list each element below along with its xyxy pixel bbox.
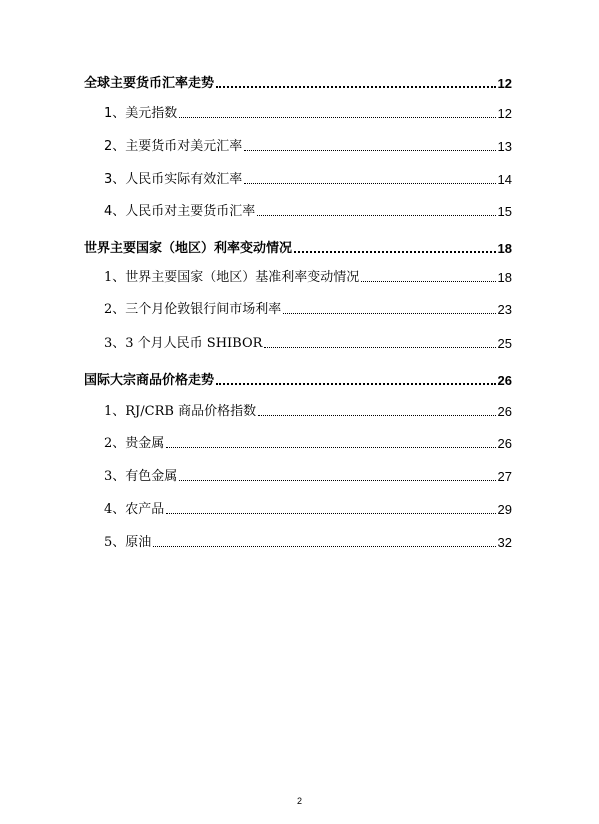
toc-leader-dots [166, 447, 495, 448]
toc-item-label: 1、RJ/CRB 商品价格指数 [104, 404, 257, 419]
toc-item-label: 4、农产品 [104, 502, 165, 517]
toc-leader-dots [179, 480, 495, 481]
toc-item-label: 2、贵金属 [104, 436, 165, 451]
toc-item-label: 3、人民币实际有效汇率 [104, 172, 243, 187]
toc-leader-dots [258, 415, 495, 416]
toc-leader-dots [283, 313, 495, 314]
toc-leader-dots [153, 546, 495, 547]
toc-section-title: 全球主要货币汇率走势 [84, 76, 215, 91]
toc-page-number: 18 [497, 241, 512, 256]
toc-page-number: 15 [497, 204, 512, 219]
toc-leader-dots [257, 215, 495, 216]
toc-item-label: 5、原油 [104, 535, 152, 550]
toc-item-shibor[interactable] [0, 330, 599, 352]
toc-leader-dots [179, 117, 495, 118]
toc-page-number: 12 [497, 76, 512, 91]
toc-leader-dots [216, 86, 496, 88]
toc-item-label: 2、三个月伦敦银行间市场利率 [104, 302, 282, 317]
toc-item-label: 3、3 个月人民币 SHIBOR [104, 336, 263, 351]
toc-item-label: 4、人民币对主要货币汇率 [104, 204, 256, 219]
toc-section-title: 国际大宗商品价格走势 [84, 373, 215, 388]
toc-leader-dots [216, 383, 496, 385]
toc-item-rmb-reer[interactable] [0, 166, 599, 188]
toc-item-nonferrous-metals[interactable] [0, 463, 599, 485]
toc-item-major-vs-usd[interactable] [0, 133, 599, 155]
toc-item-crb-index[interactable] [0, 398, 599, 420]
toc-page-number: 12 [497, 106, 512, 121]
toc-item-benchmark-rates[interactable] [0, 264, 599, 286]
toc-leader-dots [166, 513, 495, 514]
toc-section-title: 世界主要国家（地区）利率变动情况 [84, 241, 293, 256]
toc-section-commodities[interactable] [0, 367, 599, 389]
toc-page-number: 14 [497, 172, 512, 187]
toc-item-agriculture[interactable] [0, 496, 599, 518]
toc-item-label: 2、主要货币对美元汇率 [104, 139, 243, 154]
toc-page-number: 32 [497, 535, 512, 550]
toc-section-fx[interactable] [0, 70, 599, 92]
toc-leader-dots [361, 281, 495, 282]
toc-leader-dots [294, 251, 496, 253]
toc-item-libor[interactable] [0, 296, 599, 318]
toc-page-number: 26 [497, 436, 512, 451]
toc-leader-dots [244, 150, 495, 151]
toc-page-number: 27 [497, 469, 512, 484]
toc-item-crude-oil[interactable] [0, 529, 599, 551]
toc-page-number: 18 [497, 270, 512, 285]
toc-item-label: 3、有色金属 [104, 469, 178, 484]
toc-item-label: 1、世界主要国家（地区）基准利率变动情况 [104, 270, 360, 285]
toc-item-label: 1、美元指数 [104, 106, 178, 121]
toc-page-number: 26 [497, 404, 512, 419]
toc-page-number: 29 [497, 502, 512, 517]
toc-page-number: 26 [497, 373, 512, 388]
toc-page-number: 23 [497, 302, 512, 317]
toc-leader-dots [244, 183, 495, 184]
toc-leader-dots [264, 347, 495, 348]
toc-page-number: 13 [497, 139, 512, 154]
toc-page-number: 25 [497, 336, 512, 351]
toc-section-rates[interactable] [0, 235, 599, 257]
toc-item-usd-index[interactable] [0, 100, 599, 122]
page-footer-number: 2 [296, 796, 302, 806]
toc-item-precious-metals[interactable] [0, 430, 599, 452]
toc-item-rmb-vs-major[interactable] [0, 198, 599, 220]
